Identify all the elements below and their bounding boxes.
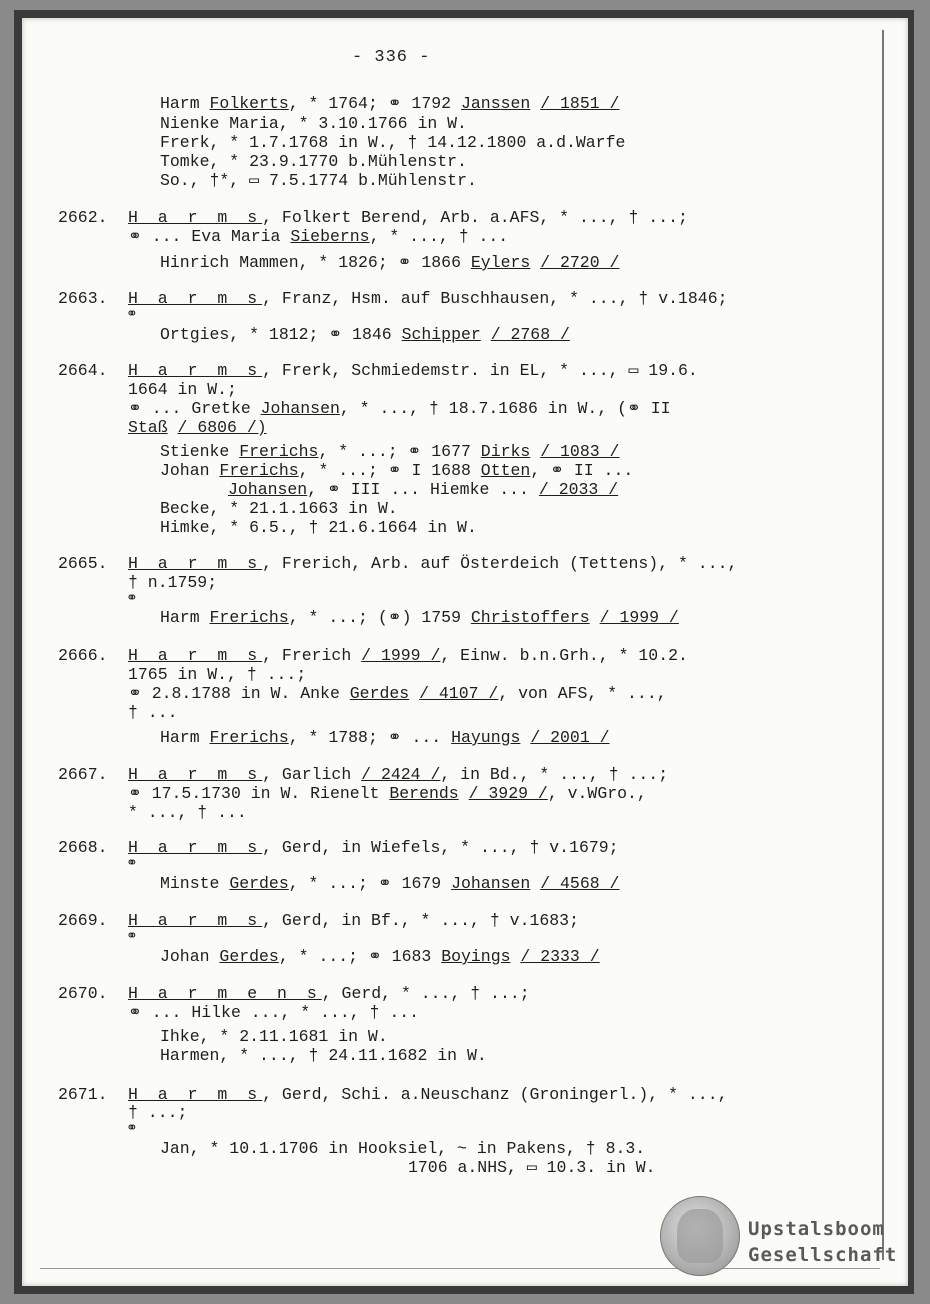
entry-spouse-line: ⚭ ... Gretke Johansen, * ..., † 18.7.1686 in W., (⚭ II xyxy=(128,399,671,418)
entry-spouse-line: ⚭ ... Eva Maria Sieberns, * ..., † ... xyxy=(128,227,509,246)
marriage-symbol: ⚭ xyxy=(126,307,138,323)
entry-number: 2664. xyxy=(58,361,108,380)
child-line: Himke, * 6.5., † 21.6.1664 in W. xyxy=(160,518,477,537)
entry-spouse-line: ⚭ ... Hilke ..., * ..., † ... xyxy=(128,1003,420,1022)
entry-number: 2665. xyxy=(58,554,108,573)
child-line: Johansen, ⚭ III ... Hiemke ... / 2033 / xyxy=(228,480,619,499)
entry-head: H a r m s, Folkert Berend, Arb. a.AFS, * ..., † ...; xyxy=(128,208,688,227)
entry-head: H a r m s, Garlich / 2424 /, in Bd., * ..., † ...; xyxy=(128,765,669,784)
child-line: Minste Gerdes, * ...; ⚭ 1679 Johansen / 4568 / xyxy=(160,874,620,893)
entry-number: 2671. xyxy=(58,1085,108,1104)
entry-head: H a r m s, Gerd, Schi. a.Neuschanz (Groningerl.), * ..., xyxy=(128,1085,728,1104)
child-line: Johan Gerdes, * ...; ⚭ 1683 Boyings / 2333 / xyxy=(160,947,600,966)
logo-text-line-1: Upstalsboom xyxy=(748,1218,885,1240)
entry-head: H a r m s, Gerd, in Bf., * ..., † v.1683; xyxy=(128,911,579,930)
child-line: Harmen, * ..., † 24.11.1682 in W. xyxy=(160,1046,487,1065)
entry-number: 2670. xyxy=(58,984,108,1003)
bottom-margin-rule xyxy=(40,1268,880,1269)
child-line: Johan Frerichs, * ...; ⚭ I 1688 Otten, ⚭ II ... xyxy=(160,461,634,480)
entry-number: 2667. xyxy=(58,765,108,784)
entry-number: 2663. xyxy=(58,289,108,308)
marriage-symbol: ⚭ xyxy=(126,591,138,607)
intro-line-2: Nienke Maria, * 3.10.1766 in W. xyxy=(160,114,467,133)
entry-number: 2668. xyxy=(58,838,108,857)
logo-text-line-2: Gesellschaft xyxy=(748,1244,898,1266)
child-line: 1706 a.NHS, ▭ 10.3. in W. xyxy=(408,1158,656,1177)
child-line: Becke, * 21.1.1663 in W. xyxy=(160,499,398,518)
child-line: Ihke, * 2.11.1681 in W. xyxy=(160,1027,388,1046)
child-line: Ortgies, * 1812; ⚭ 1846 Schipper / 2768 / xyxy=(160,325,570,344)
marriage-symbol: ⚭ xyxy=(126,856,138,872)
entry-head: H a r m s, Frerich / 1999 /, Einw. b.n.Grh., * 10.2. xyxy=(128,646,688,665)
entry-head: H a r m s, Franz, Hsm. auf Buschhausen, * ..., † v.1846; xyxy=(128,289,728,308)
child-line: Harm Frerichs, * 1788; ⚭ ... Hayungs / 2001 / xyxy=(160,728,610,747)
entry-head: H a r m s, Frerk, Schmiedemstr. in EL, * ..., ▭ 19.6. xyxy=(128,361,698,380)
marriage-symbol: ⚭ xyxy=(126,929,138,945)
entry-line-2: † ...; xyxy=(128,1103,188,1122)
entry-line-4: Staß / 6806 /) xyxy=(128,418,267,437)
entry-head: H a r m s, Gerd, in Wiefels, * ..., † v.1679; xyxy=(128,838,619,857)
page-number: - 336 - xyxy=(352,48,431,67)
entry-spouse-line: ⚭ 2.8.1788 in W. Anke Gerdes / 4107 /, von AFS, * ..., xyxy=(128,684,667,703)
intro-line-1: Harm Folkerts, * 1764; ⚭ 1792 Janssen / 1851 / xyxy=(160,94,620,113)
entry-line-2: † n.1759; xyxy=(128,573,218,592)
marriage-symbol: ⚭ xyxy=(126,1121,138,1137)
entry-line-2: 1664 in W.; xyxy=(128,380,237,399)
intro-line-3: Frerk, * 1.7.1768 in W., † 14.12.1800 a.d.Warfe xyxy=(160,133,626,152)
child-line: Stienke Frerichs, * ...; ⚭ 1677 Dirks / 1083 / xyxy=(160,442,620,461)
entry-spouse-line: ⚭ 17.5.1730 in W. Rienelt Berends / 3929 /, v.WGro., xyxy=(128,784,647,803)
child-line: Hinrich Mammen, * 1826; ⚭ 1866 Eylers / 2720 / xyxy=(160,253,620,272)
entry-number: 2669. xyxy=(58,911,108,930)
entry-head: H a r m s, Frerich, Arb. auf Österdeich (Tettens), * ..., xyxy=(128,554,738,573)
seal-figure xyxy=(677,1209,723,1263)
entry-head: H a r m e n s, Gerd, * ..., † ...; xyxy=(128,984,530,1003)
entry-line-2: 1765 in W., † ...; xyxy=(128,665,307,684)
entry-number: 2662. xyxy=(58,208,108,227)
child-line: Harm Frerichs, * ...; (⚭) 1759 Christoffers / 1999 / xyxy=(160,608,679,627)
seal-logo-icon xyxy=(660,1196,740,1276)
child-line: Jan, * 10.1.1706 in Hooksiel, ~ in Pakens, † 8.3. xyxy=(160,1139,646,1158)
entry-number: 2666. xyxy=(58,646,108,665)
entry-line-3: * ..., † ... xyxy=(128,803,247,822)
intro-line-4: Tomke, * 23.9.1770 b.Mühlenstr. xyxy=(160,152,467,171)
intro-line-5: So., †*, ▭ 7.5.1774 b.Mühlenstr. xyxy=(160,171,477,190)
entry-line-4: † ... xyxy=(128,703,178,722)
right-margin-rule xyxy=(882,30,884,1260)
